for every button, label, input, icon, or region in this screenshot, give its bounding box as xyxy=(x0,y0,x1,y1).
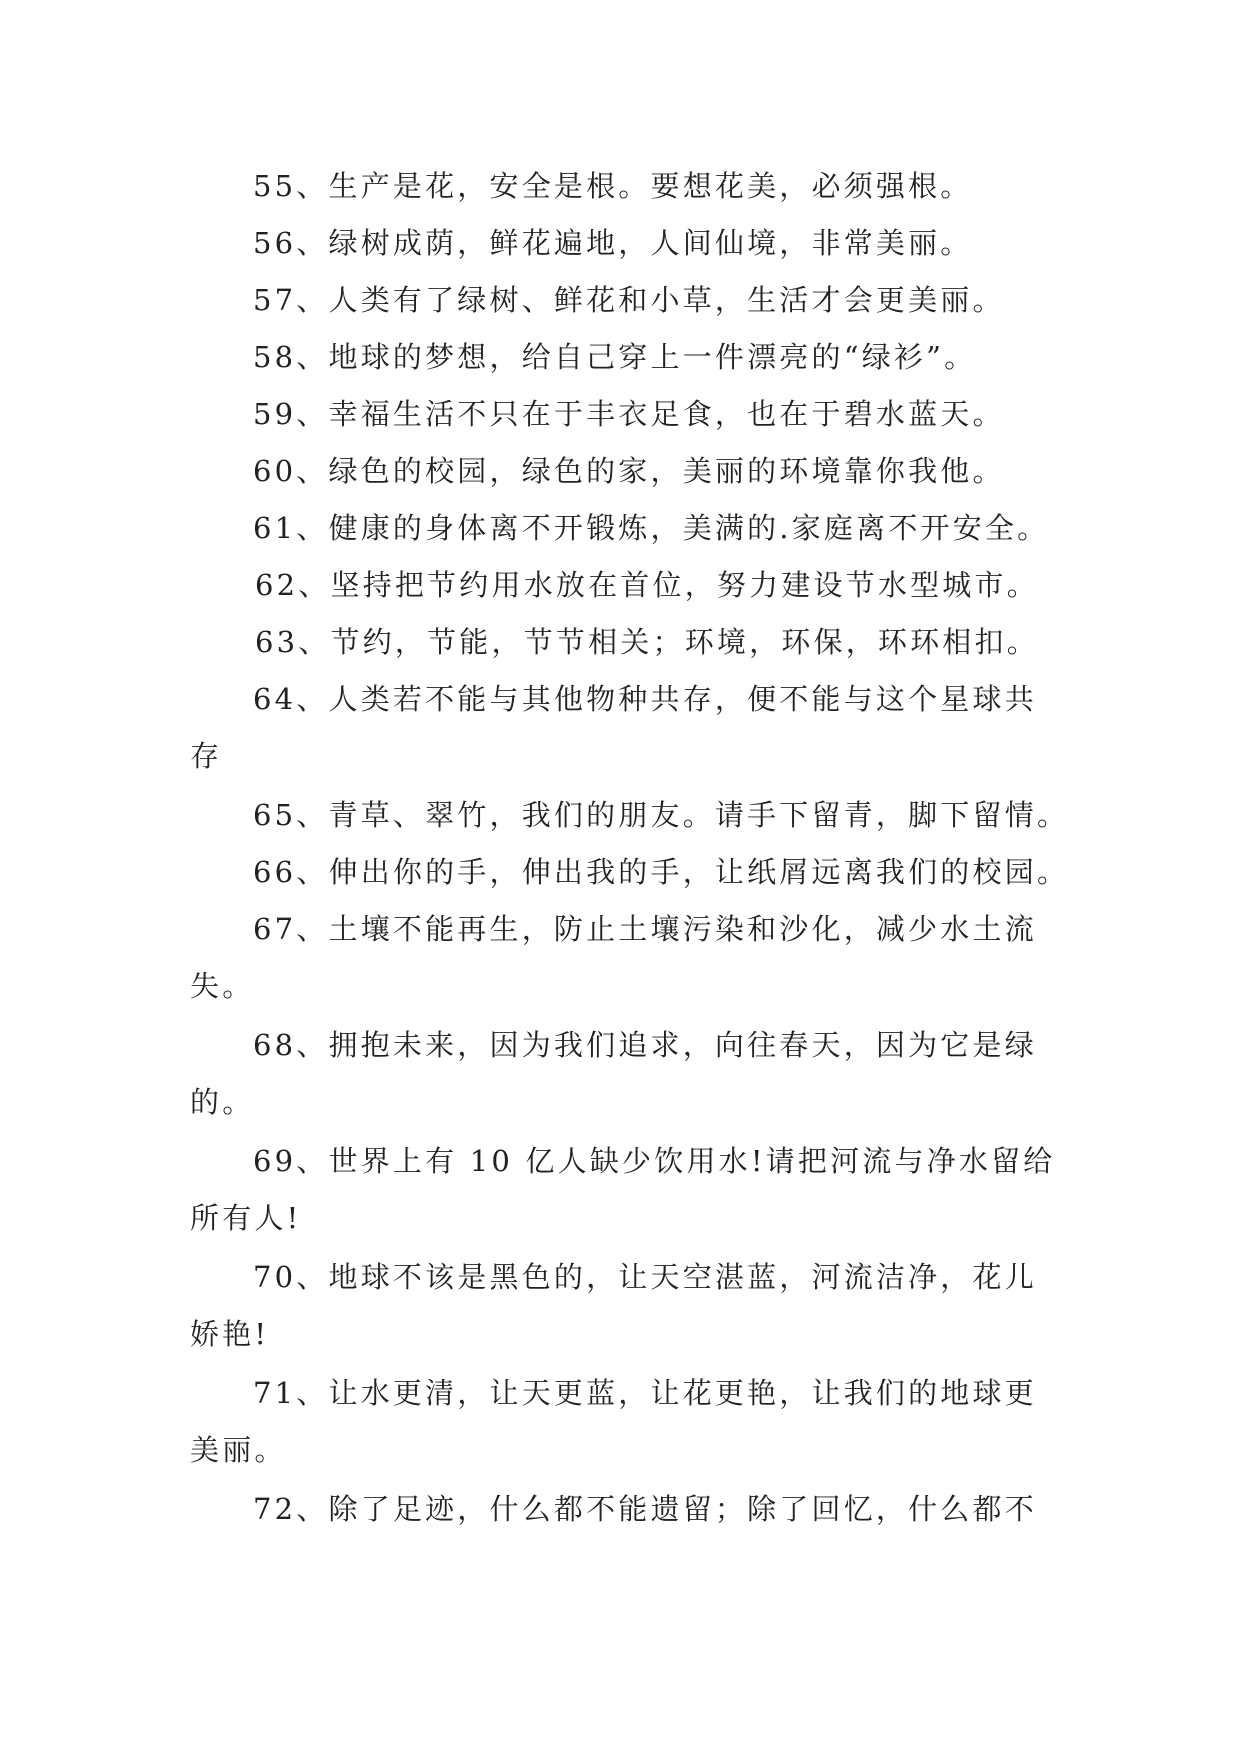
slogan-69: 69、世界上有 10 亿人缺少饮用水!请把河流与净水留给 xyxy=(253,1144,1056,1178)
slogan-71-continuation: 美丽。 xyxy=(190,1433,287,1467)
slogan-69-continuation: 所有人! xyxy=(190,1201,302,1235)
slogan-70-continuation: 娇艳! xyxy=(190,1317,270,1351)
slogan-59: 59、幸福生活不只在于丰衣足食，也在于碧水蓝天。 xyxy=(253,397,1005,431)
slogan-65: 65、青草、翠竹，我们的朋友。请手下留青，脚下留情。 xyxy=(253,798,1070,832)
slogan-68: 68、拥抱未来，因为我们追求，向往春天，因为它是绿 xyxy=(253,1028,1037,1062)
slogan-67-continuation: 失。 xyxy=(190,969,255,1003)
slogan-72: 72、除了足迹，什么都不能遗留；除了回忆，什么都不 xyxy=(253,1492,1037,1526)
slogan-56: 56、绿树成荫，鲜花遍地，人间仙境，非常美丽。 xyxy=(253,226,973,260)
slogan-70: 70、地球不该是黑色的，让天空湛蓝，河流洁净，花儿 xyxy=(253,1260,1037,1294)
slogan-68-continuation: 的。 xyxy=(190,1085,255,1119)
slogan-57: 57、人类有了绿树、鲜花和小草，生活才会更美丽。 xyxy=(253,283,1005,317)
slogan-66: 66、伸出你的手，伸出我的手，让纸屑远离我们的校园。 xyxy=(253,855,1070,889)
slogan-63: 63、节约，节能，节节相关；环境，环保，环环相扣。 xyxy=(255,625,1039,659)
slogan-58: 58、地球的梦想，给自己穿上一件漂亮的“绿衫”。 xyxy=(253,340,977,374)
slogan-62: 62、坚持把节约用水放在首位，努力建设节水型城市。 xyxy=(255,568,1039,602)
slogan-60: 60、绿色的校园，绿色的家，美丽的环境靠你我他。 xyxy=(253,454,1005,488)
slogan-64: 64、人类若不能与其他物种共存，便不能与这个星球共 xyxy=(253,682,1037,716)
slogan-61: 61、健康的身体离不开锻炼，美满的.家庭离不开安全。 xyxy=(253,511,1050,545)
slogan-55: 55、生产是花，安全是根。要想花美，必须强根。 xyxy=(253,169,973,203)
slogan-67: 67、土壤不能再生，防止土壤污染和沙化，减少水土流 xyxy=(253,912,1037,946)
slogan-71: 71、让水更清，让天更蓝，让花更艳，让我们的地球更 xyxy=(253,1376,1037,1410)
slogan-64-continuation: 存 xyxy=(190,739,223,773)
